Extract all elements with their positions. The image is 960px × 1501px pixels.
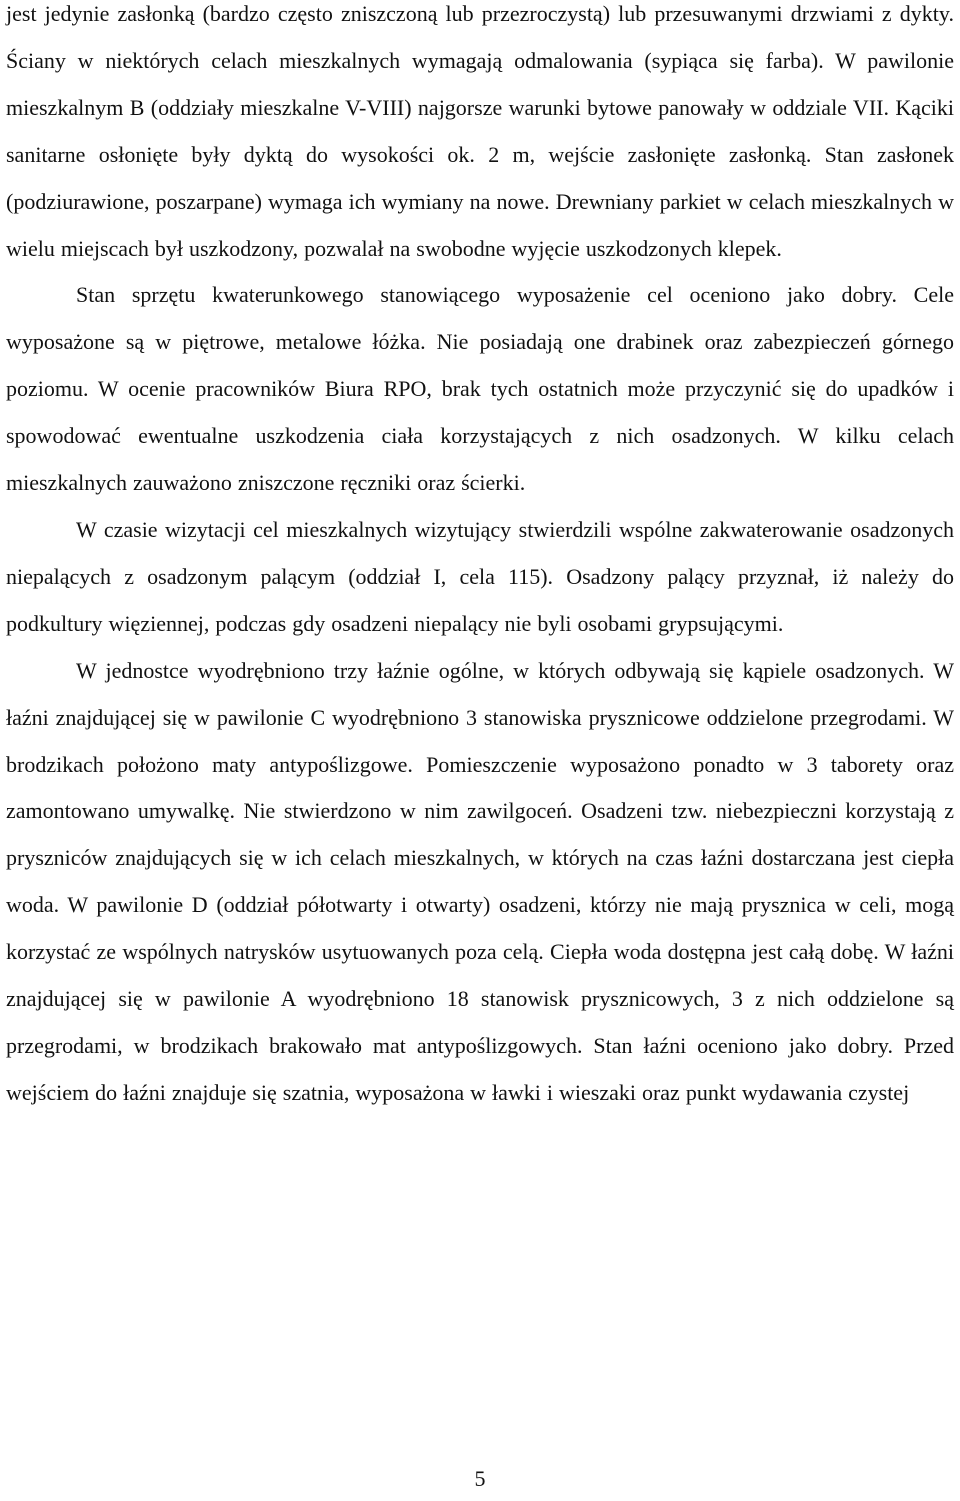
document-page: [6, 0, 954, 1117]
paragraph-1: jest jedynie zasłonką (bardzo często zniszczoną lub przezroczystą) lub przesuwanymi drzwiami z dykty. Ściany w niektórych celach mieszkalnych wymagają odmalowania (sypiąca się farba). W pawilonie mieszkalnym B (oddziały mieszkalne V-VIII) najgorsze warunki bytowe panowały w oddziale VII. Kąciki sanitarne osłonięte były dyktą do wysokości ok. 2 m, wejście zasłonięte zasłonką. Stan zasłonek (podziurawione, poszarpane) wymaga ich wymiany na nowe. Drewniany parkiet w celach mieszkalnych w wielu miejscach był uszkodzony, pozwalał na swobodne wyjęcie uszkodzonych klepek.: [6, 1, 954, 261]
paragraph-4: W jednostce wyodrębniono trzy łaźnie ogólne, w których odbywają się kąpiele osadzonych. W łaźni znajdującej się w pawilonie C wyodrębniono 3 stanowiska prysznicowe oddzielone przegrodami. W brodzikach położono maty antypoślizgowe. Pomieszczenie wyposażono ponadto w 3 taborety oraz zamontowano umywalkę. Nie stwierdzono w nim zawilgoceń. Osadzeni tzw. niebezpieczni korzystają z pryszniców znajdujących się w ich celach mieszkalnych, w których na czas łaźni dostarczana jest ciepła woda. W pawilonie D (oddział półotwarty i otwarty) osadzeni, którzy nie mają prysznica w celi, mogą korzystać ze wspólnych natrysków usytuowanych poza celą. Ciepła woda dostępna jest całą dobę. W łaźni znajdującej się w pawilonie A wyodrębniono 18 stanowisk prysznicowych, 3 z nich oddzielone są przegrodami, w brodzikach brakowało mat antypoślizgowych. Stan łaźni oceniono jako dobry. Przed wejściem do łaźni znajduje się szatnia, wyposażona w ławki i wieszaki oraz punkt wydawania czystej: [6, 657, 954, 1105]
paragraph-3: W czasie wizytacji cel mieszkalnych wizytujący stwierdzili wspólne zakwaterowanie osadzonych niepalących z osadzonym palącym (oddział I, cela 115). Osadzony palący przyznał, iż należy do podkultury więziennej, podczas gdy osadzeni niepalący nie byli osobami grypsującymi.: [6, 516, 954, 636]
paragraph-2: Stan sprzętu kwaterunkowego stanowiącego wyposażenie cel oceniono jako dobry. Cele wyposażone są w piętrowe, metalowe łóżka. Nie posiadają one drabinek oraz zabezpieczeń górnego poziomu. W ocenie pracowników Biura RPO, brak tych ostatnich może przyczynić się do upadków i spowodować ewentualne uszkodzenia ciała korzystających z nich osadzonych. W kilku celach mieszkalnych zauważono zniszczone ręczniki oraz ścierki.: [6, 282, 954, 496]
page-number: 5: [474, 1466, 486, 1491]
